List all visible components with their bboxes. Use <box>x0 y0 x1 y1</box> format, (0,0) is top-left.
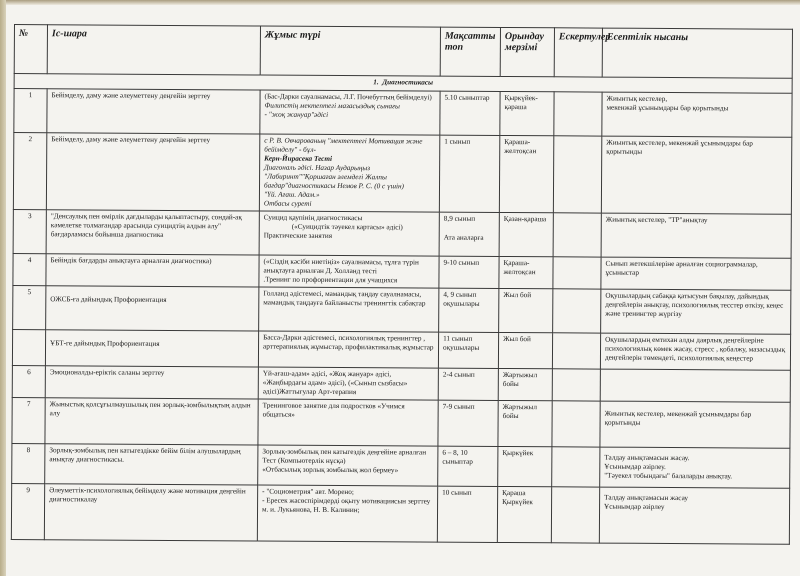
work-line: («Сіздің кәсіби ниетіңіз» сауалнамасы, тұлға түрін анықтауға арналған Д. Холланд тесті <box>263 257 419 276</box>
report-line: мекенжай ұсынымдары бар қорытынды <box>606 103 729 113</box>
row-notes <box>552 369 600 401</box>
row-notes <box>553 213 601 257</box>
row-report-form <box>600 369 790 402</box>
row-period: Жыл бой <box>498 332 552 368</box>
table-row <box>13 133 791 215</box>
work-line: «Отбасылық зорлық зомбылық жол бермеу» <box>262 465 399 475</box>
header-work-type: Жұмыс түрі <box>260 26 440 76</box>
row-notes <box>552 333 600 369</box>
row-notes <box>552 447 600 487</box>
row-report-form <box>599 487 789 544</box>
row-work-type <box>259 255 439 288</box>
row-target-group: 9-10 сынып <box>439 256 499 288</box>
row-notes <box>553 257 601 289</box>
row-work-type <box>258 445 438 486</box>
row-target-group: 10 сынып <box>437 486 497 542</box>
row-target-group: 7-9 сынып <box>438 400 498 446</box>
row-target-group: 11 сынып оқушылары <box>438 332 498 368</box>
scan-left-edge <box>0 0 6 576</box>
work-line: - "Социометрия" авт. Морено; <box>262 487 354 497</box>
table-row <box>12 397 790 448</box>
row-target-group: 5.10 сыныптар <box>440 91 500 135</box>
row-report-form <box>602 92 792 137</box>
row-number: 7 <box>12 397 45 443</box>
row-period: Қыркүйек <box>498 446 552 486</box>
work-line: "Лабиринт""Қоршаған әлемдегі Жалпы бағдар"диагностикасы Немов Р. С. (0 с үшін) <box>263 172 404 191</box>
header-notes: Ескертулер <box>554 28 602 77</box>
row-notes <box>553 136 601 213</box>
row-report-form: Жиынтық кестелер, мекенжай ұсынымдары бар қорытынды <box>600 401 790 448</box>
table-row <box>12 365 790 402</box>
row-event: Бейіндік бағдарды анықтауға арналған диагностика) <box>46 254 259 287</box>
table-row <box>12 329 790 370</box>
row-notes <box>554 92 602 136</box>
row-period: Қараша-желтоқсан <box>499 256 553 288</box>
row-event: ОЖСБ-ға дайындық Профориентация <box>46 286 259 331</box>
row-report-form: Жиынтық кестелер, мекенжай ұсынымдары бар қорытынды <box>601 136 791 214</box>
work-line: - "жоқ жануар"әдісі <box>264 110 329 119</box>
report-line: Талдау анықтамасын жасау. <box>604 453 690 463</box>
row-target-group: 4, 9 сынып оқушылары <box>439 288 499 332</box>
work-line: Керн-Йирасека Тесті <box>264 154 333 163</box>
header-target-group: Мақсатты топ <box>440 27 500 76</box>
row-number: 4 <box>13 253 46 285</box>
row-work-type: Голланд әдістемесі, мамандық таңдау сауалнамасы, мамандық таңдауға байланысты тренингтік сабақтар <box>259 287 439 332</box>
row-number: 3 <box>13 209 46 253</box>
row-notes <box>551 487 599 543</box>
row-work-type <box>259 211 439 256</box>
work-line: Диагональ әдісі. Назар Аударыңыз <box>264 163 371 173</box>
row-number: 9 <box>11 483 44 539</box>
row-event: Әлеуметтік-психологиялық бейімделу және мотивация деңгейін диагностикалау <box>44 484 257 541</box>
row-period: Қараша Қыркүйек <box>497 486 551 542</box>
row-event: Эмоционалды-еріктік саланы зерттеу <box>45 366 258 399</box>
table-row <box>14 89 792 138</box>
header-row <box>14 25 792 79</box>
row-target-group: 2-4 сынып <box>438 368 498 400</box>
row-number: 2 <box>13 133 46 210</box>
row-event: Жыныстық қолсұғылмаушылық пен зорлық-зомбылықтың алдын алу <box>45 398 258 445</box>
row-report-form: Оқушылардың емтихан алды даярлық деңгейлеріне психологиялық көмек жасау, стресс , қобалжу, мазасыздық деңгейлерін төмендеті, психологиялық кеңестер <box>600 333 790 370</box>
work-line: Филипстің мектептегі мазасыздық сынағы <box>264 101 400 111</box>
row-work-type: Үй-ағаш-адам» әдісі, «Жоқ жануар» әдісі, «Жаңбырдағы адам» әдісі), («Сынып сызбасы» әдісі)Жаттығулар Арт-терапия <box>258 367 438 400</box>
row-period: Қыркүйек-қараша <box>500 91 554 135</box>
report-line: "Тәуекел тобындағы" балаларды анықтау. <box>604 471 733 481</box>
row-notes <box>553 289 601 333</box>
work-line: Зорлық-зомбылық пен катыгездік деңгейіне арналған Тест (Компьютерлік нұсқа) <box>262 447 427 466</box>
row-report-form: Сынып жетекшілеріне арналған социограммалар, ұсыныстар <box>601 257 791 290</box>
row-target-group <box>439 212 499 256</box>
work-line: («Суицидтік тәуекел картасы» әдісі) <box>291 222 403 232</box>
row-work-type: Тренинговое занятие для подростков «Учимся общаться» <box>258 399 438 446</box>
table-row <box>13 209 791 258</box>
header-period: Орындау мерзімі <box>500 27 554 76</box>
row-period: Жыл бой <box>499 288 553 332</box>
section-number: 1. <box>373 78 379 87</box>
table-row <box>13 253 791 290</box>
row-work-type <box>260 90 440 135</box>
row-period: Қазан-қараша <box>499 212 553 256</box>
row-event: Бейімделу, даму және әлеуметтену деңгейін зерттеу <box>47 89 260 134</box>
table-row <box>13 285 791 334</box>
work-line: Отбасы суреті <box>263 199 312 208</box>
report-line: Ұсынымдар әзірлеу <box>604 502 665 511</box>
row-number: 1 <box>14 89 47 133</box>
row-report-form: Оқушылардың сабаққа қатысуын бақылау, дайындық деңгейлерін анықтау, психологиялық тесстер өткізу, кеңес және тренингтер жүргізу <box>601 289 791 334</box>
report-line: Жиынтық кестелер, <box>606 94 668 103</box>
row-target-group: 6 – 8, 10 сыныптар <box>438 446 498 486</box>
row-period: Қараша-желтоқсан <box>499 135 553 212</box>
group-line: 8,9 сынып <box>443 214 476 223</box>
row-event: "Денсаулық пен өмірлік дағдыларды қалыптастыру, сондай-ақ кәмелетке толмағандар арасында суицидтің алдын алу" бағдарламасы бойынша диагностика <box>46 210 259 255</box>
section-name: Диагностикасы <box>382 78 434 87</box>
work-line: Практические занятия <box>263 231 333 240</box>
work-line: "Үй. Ағаш. Адам.» <box>263 190 320 199</box>
row-notes <box>552 401 600 447</box>
table-row <box>12 443 790 488</box>
row-work-type <box>257 485 437 542</box>
header-num: № <box>14 25 47 74</box>
row-number: 5 <box>13 285 46 329</box>
scan-top-edge <box>0 0 800 5</box>
report-line: Ұсынымдар әзірлеу. <box>604 462 666 471</box>
work-line: - Ересек жасөспірімдерді оқыту мотивациясын зерттеу м. и. Лукьянова, Н. В. Калинин; <box>262 496 431 515</box>
row-number <box>12 329 45 365</box>
work-line: .Тренинг по профориентации для учащихся <box>263 275 398 285</box>
work-line: (Бас-Дарки сауалнамасы, Л.Г. Почебуттың бейімделуі) <box>264 92 432 102</box>
row-event: Зорлық-зомбылық пен катыгездікке бейім білім алушылардың анықтау диагностикасы. <box>45 444 258 485</box>
row-work-type: Басса-Дарки әдістемесі, психологиялық тренингтер , арттерапиялық жұмыстар, профилактикалық жұмыстар <box>258 331 438 368</box>
report-line: Талдау анықтамасын жасау <box>604 493 689 503</box>
row-period: Жартыжыл бойы <box>498 368 552 400</box>
row-period: Жартыжыл бойы <box>498 400 552 446</box>
row-target-group: 1 сынып <box>439 135 499 212</box>
group-extra: Ата аналарға <box>443 233 484 242</box>
row-report-form <box>600 447 790 488</box>
diagnostics-plan-table <box>11 24 793 545</box>
row-number: 6 <box>12 365 45 397</box>
header-event: Іс-шара <box>47 25 260 75</box>
table-row <box>11 483 789 544</box>
header-report-form: Есептілік нысаны <box>602 28 792 78</box>
work-line: с Р. В. Овчарованың "мектептегі Мотивация және бейімделу" - бұл- <box>264 136 423 154</box>
row-event: Бейімделу, даму және әлеуметтену деңгейін зерттеу <box>46 133 259 211</box>
row-report-form: Жиынтық кестелер, "ТР"анықтау <box>601 213 791 258</box>
row-work-type <box>259 134 439 212</box>
row-number: 8 <box>12 443 45 483</box>
work-line: Суицид қаупінің диагностикасы <box>263 213 363 223</box>
row-event: ҰБТ-ге дайындық Профориентация <box>45 330 258 367</box>
